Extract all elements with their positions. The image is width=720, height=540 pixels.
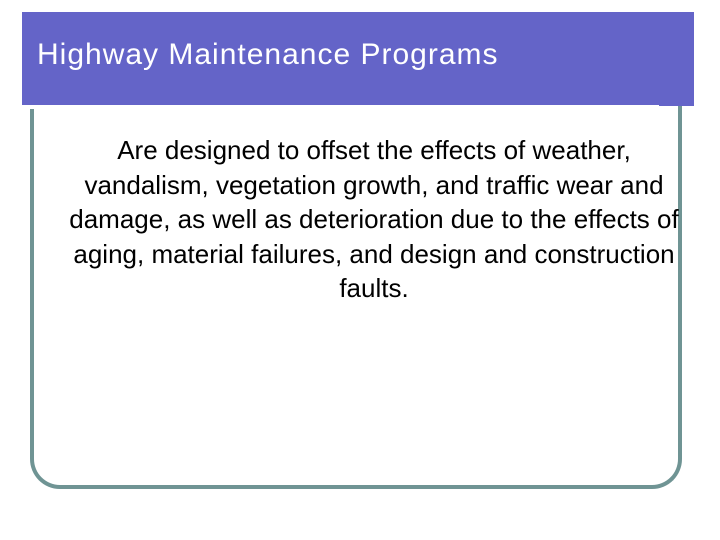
- title-bar: [22, 12, 694, 106]
- slide-title: Highway Maintenance Programs: [37, 38, 499, 71]
- title-underline: [22, 105, 659, 109]
- slide-body-text: Are designed to offset the effects of weather, vandalism, vegetation growth, and traffic wear and damage, as well as deterioration due to the effects of aging, material failures, and design and construction faults.: [69, 135, 679, 303]
